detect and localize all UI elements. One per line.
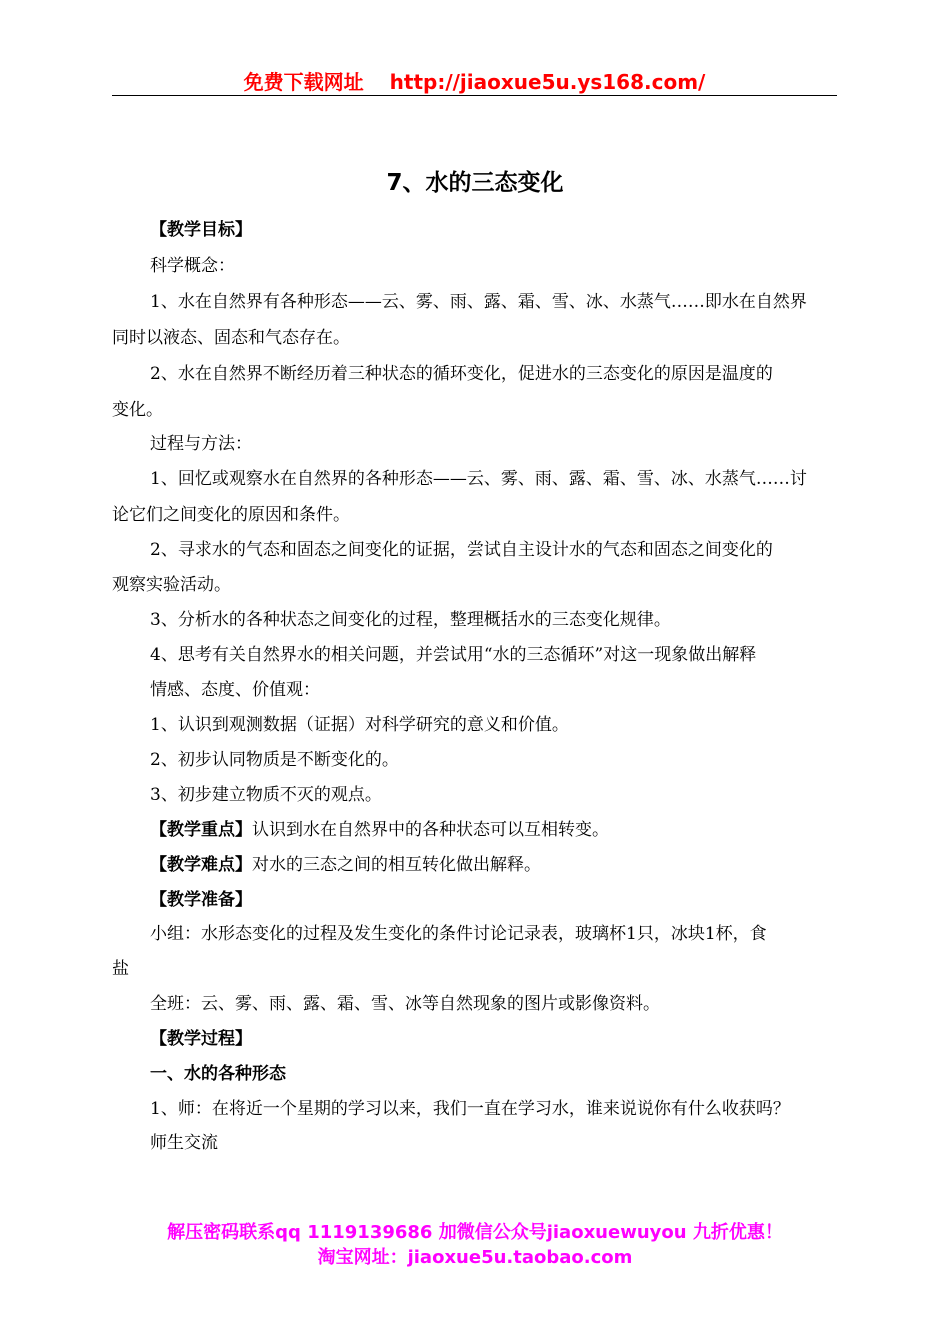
- concept-1-line-b: 同时以液态、固态和气态存在。: [112, 328, 350, 348]
- step-1: 1、师：在将近一个星期的学习以来，我们一直在学习水，谁来说说你有什么收获吗？: [150, 1099, 790, 1119]
- process-2-line-b: 观察实验活动。: [112, 575, 231, 595]
- attitude-2: 2、初步认同物质是不断变化的。: [150, 750, 399, 770]
- step-1-note: 师生交流: [150, 1133, 218, 1153]
- document-title: 7、水的三态变化: [386, 170, 564, 196]
- key-point-text: 认识到水在自然界中的各种状态可以互相转变。: [252, 820, 609, 840]
- page-header: [112, 66, 837, 95]
- header-label: 免费下载网址: [243, 70, 364, 94]
- process-method-label: 过程与方法：: [150, 434, 252, 454]
- preparation-heading: 【教学准备】: [150, 890, 252, 910]
- footer-shop-line: 淘宝网址：jiaoxue5u.taobao.com: [317, 1247, 633, 1268]
- process-1-line-a: 1、回忆或观察水在自然界的各种形态——云、雾、雨、露、霜、雪、冰、水蒸气……讨: [150, 469, 807, 489]
- process-4: 4、思考有关自然界水的相关问题，并尝试用“水的三态循环”对这一现象做出解释: [150, 645, 757, 665]
- header-url-link[interactable]: http://jiaoxue5u.ys168.com/: [389, 70, 706, 94]
- prep-group-line-a: 小组：水形态变化的过程及发生变化的条件讨论记录表，玻璃杯1只，冰块1杯，食: [150, 924, 767, 944]
- footer-contact-line: 解压密码联系qq 1119139686 加微信公众号jiaoxuewuyou 九折优惠！: [167, 1222, 783, 1243]
- attitude-3: 3、初步建立物质不灭的观点。: [150, 785, 382, 805]
- difficulty-row: [150, 853, 541, 877]
- attitude-label: 情感、态度、价值观：: [150, 680, 320, 700]
- process-1-line-b: 论它们之间变化的原因和条件。: [112, 505, 350, 525]
- attitude-1: 1、认识到观测数据（证据）对科学研究的意义和价值。: [150, 715, 569, 735]
- difficulty-heading: 【教学难点】: [150, 855, 252, 875]
- concept-2-line-a: 2、水在自然界不断经历着三种状态的循环变化，促进水的三态变化的原因是温度的: [150, 364, 773, 384]
- part-one-heading: 一、水的各种形态: [150, 1064, 286, 1084]
- concept-2-line-b: 变化。: [112, 400, 163, 420]
- science-concept-label: 科学概念：: [150, 256, 235, 276]
- teaching-process-heading: 【教学过程】: [150, 1029, 252, 1049]
- prep-group-line-b: 盐: [112, 959, 129, 979]
- prep-class: 全班：云、雾、雨、露、霜、雪、冰等自然现象的图片或影像资料。: [150, 994, 660, 1014]
- header-divider: [112, 95, 837, 96]
- process-3: 3、分析水的各种状态之间变化的过程，整理概括水的三态变化规律。: [150, 610, 671, 630]
- key-point-row: [150, 818, 609, 842]
- goals-heading: 【教学目标】: [150, 220, 252, 240]
- concept-1-line-a: 1、水在自然界有各种形态——云、雾、雨、露、霜、雪、冰、水蒸气……即水在自然界: [150, 292, 807, 312]
- difficulty-text: 对水的三态之间的相互转化做出解释。: [252, 855, 541, 875]
- process-2-line-a: 2、寻求水的气态和固态之间变化的证据，尝试自主设计水的气态和固态之间变化的: [150, 540, 773, 560]
- key-point-heading: 【教学重点】: [150, 820, 252, 840]
